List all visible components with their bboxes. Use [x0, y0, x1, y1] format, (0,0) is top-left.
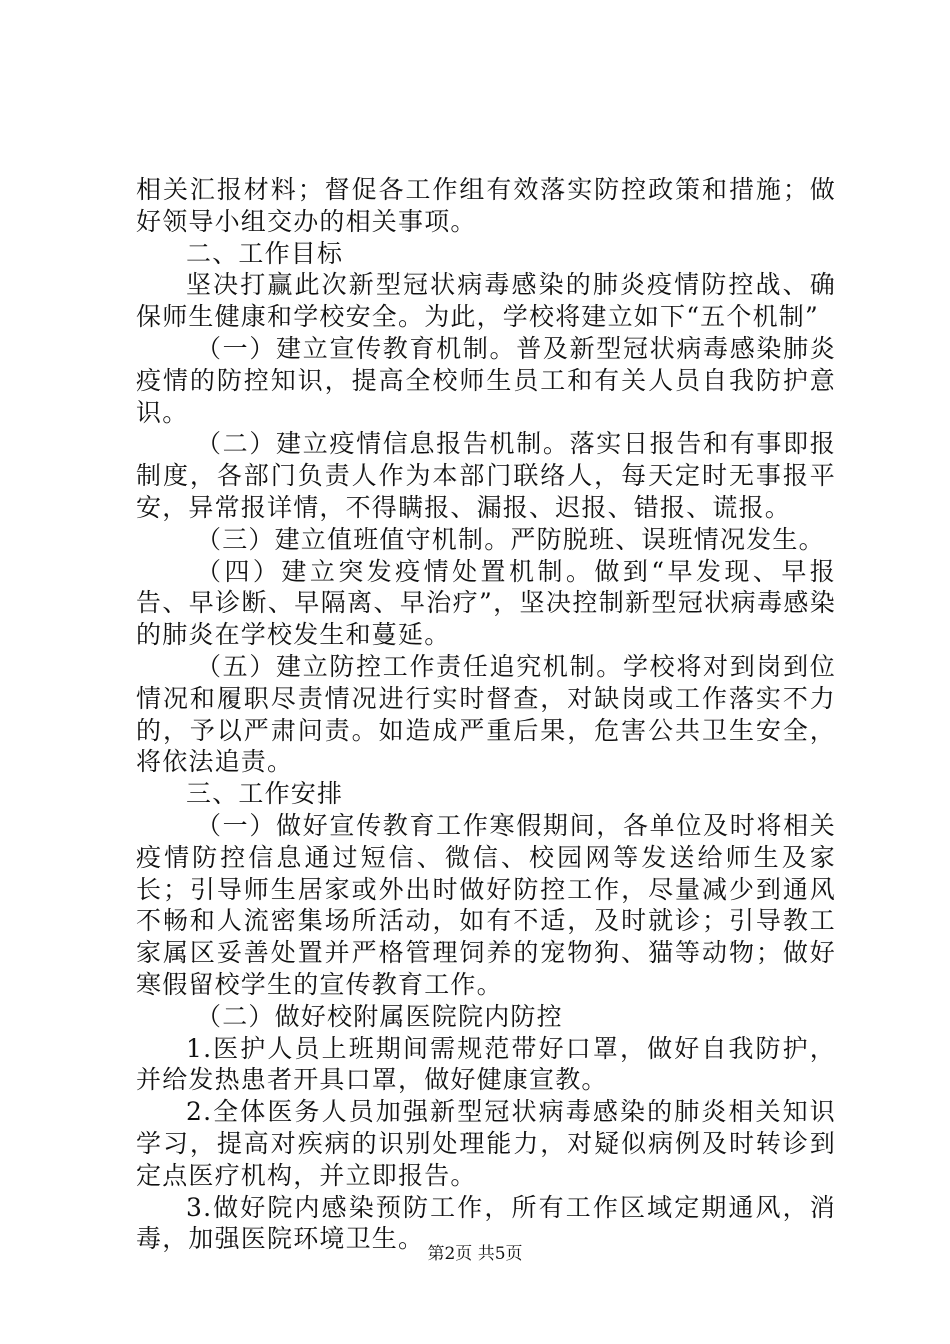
- paragraph: （二）建立疫情信息报告机制。落实日报告和有事即报制度，各部门负责人作为本部门联络人，每天定时无事报平安，异常报详情，不得瞒报、漏报、迟报、错报、谎报。: [136, 429, 836, 522]
- paragraph: 相关汇报材料；督促各工作组有效落实防控政策和措施；做好领导小组交办的相关事项。: [136, 175, 836, 236]
- paragraph: 3.做好院内感染预防工作，所有工作区域定期通风，消毒，加强医院环境卫生。: [136, 1192, 836, 1254]
- paragraph: （一）做好宣传教育工作寒假期间，各单位及时将相关疫情防控信息通过短信、微信、校园网等发送给师生及家长；引导师生居家或外出时做好防控工作，尽量减少到通风不畅和人流密集场所活动，如有不适，及时就诊；引导教工家属区妥善处置并严格管理饲养的宠物狗、猫等动物；做好寒假留校学生的宣传教育工作。: [136, 810, 836, 999]
- paragraph: 坚决打赢此次新型冠状病毒感染的肺炎疫情防控战、确保师生健康和学校安全。为此，学校将建立如下“五个机制”: [136, 270, 836, 332]
- paragraph: （一）建立宣传教育机制。普及新型冠状病毒感染肺炎疫情的防控知识，提高全校师生员工和有关人员自我防护意识。: [136, 333, 836, 427]
- document-body: [136, 174, 836, 1255]
- section-heading: 二、工作目标: [186, 238, 344, 268]
- section-heading: 三、工作安排: [186, 779, 344, 809]
- paragraph: （五）建立防控工作责任追究机制。学校将对到岗到位情况和履职尽责情况进行实时督查，对缺岗或工作落实不力的，予以严肃问责。如造成严重后果，危害公共卫生安全，将依法追责。: [136, 651, 836, 777]
- paragraph: 2.全体医务人员加强新型冠状病毒感染的肺炎相关知识学习，提高对疾病的识别处理能力，对疑似病例及时转诊到定点医疗机构，并立即报告。: [136, 1097, 836, 1190]
- paragraph: （二）做好校附属医院院内防控: [196, 1001, 563, 1031]
- paragraph: （四）建立突发疫情处置机制。做到“早发现、早报告、早诊断、早隔离、早治疗”，坚决控制新型冠状病毒感染的肺炎在学校发生和蔓延。: [136, 556, 836, 650]
- paragraph: （三）建立值班值守机制。严防脱班、误班情况发生。: [196, 524, 825, 554]
- page-footer: 第2页 共5页: [427, 1244, 523, 1264]
- paragraph: 1.医护人员上班期间需规范带好口罩，做好自我防护，并给发热患者开具口罩，做好健康宣教。: [136, 1033, 836, 1095]
